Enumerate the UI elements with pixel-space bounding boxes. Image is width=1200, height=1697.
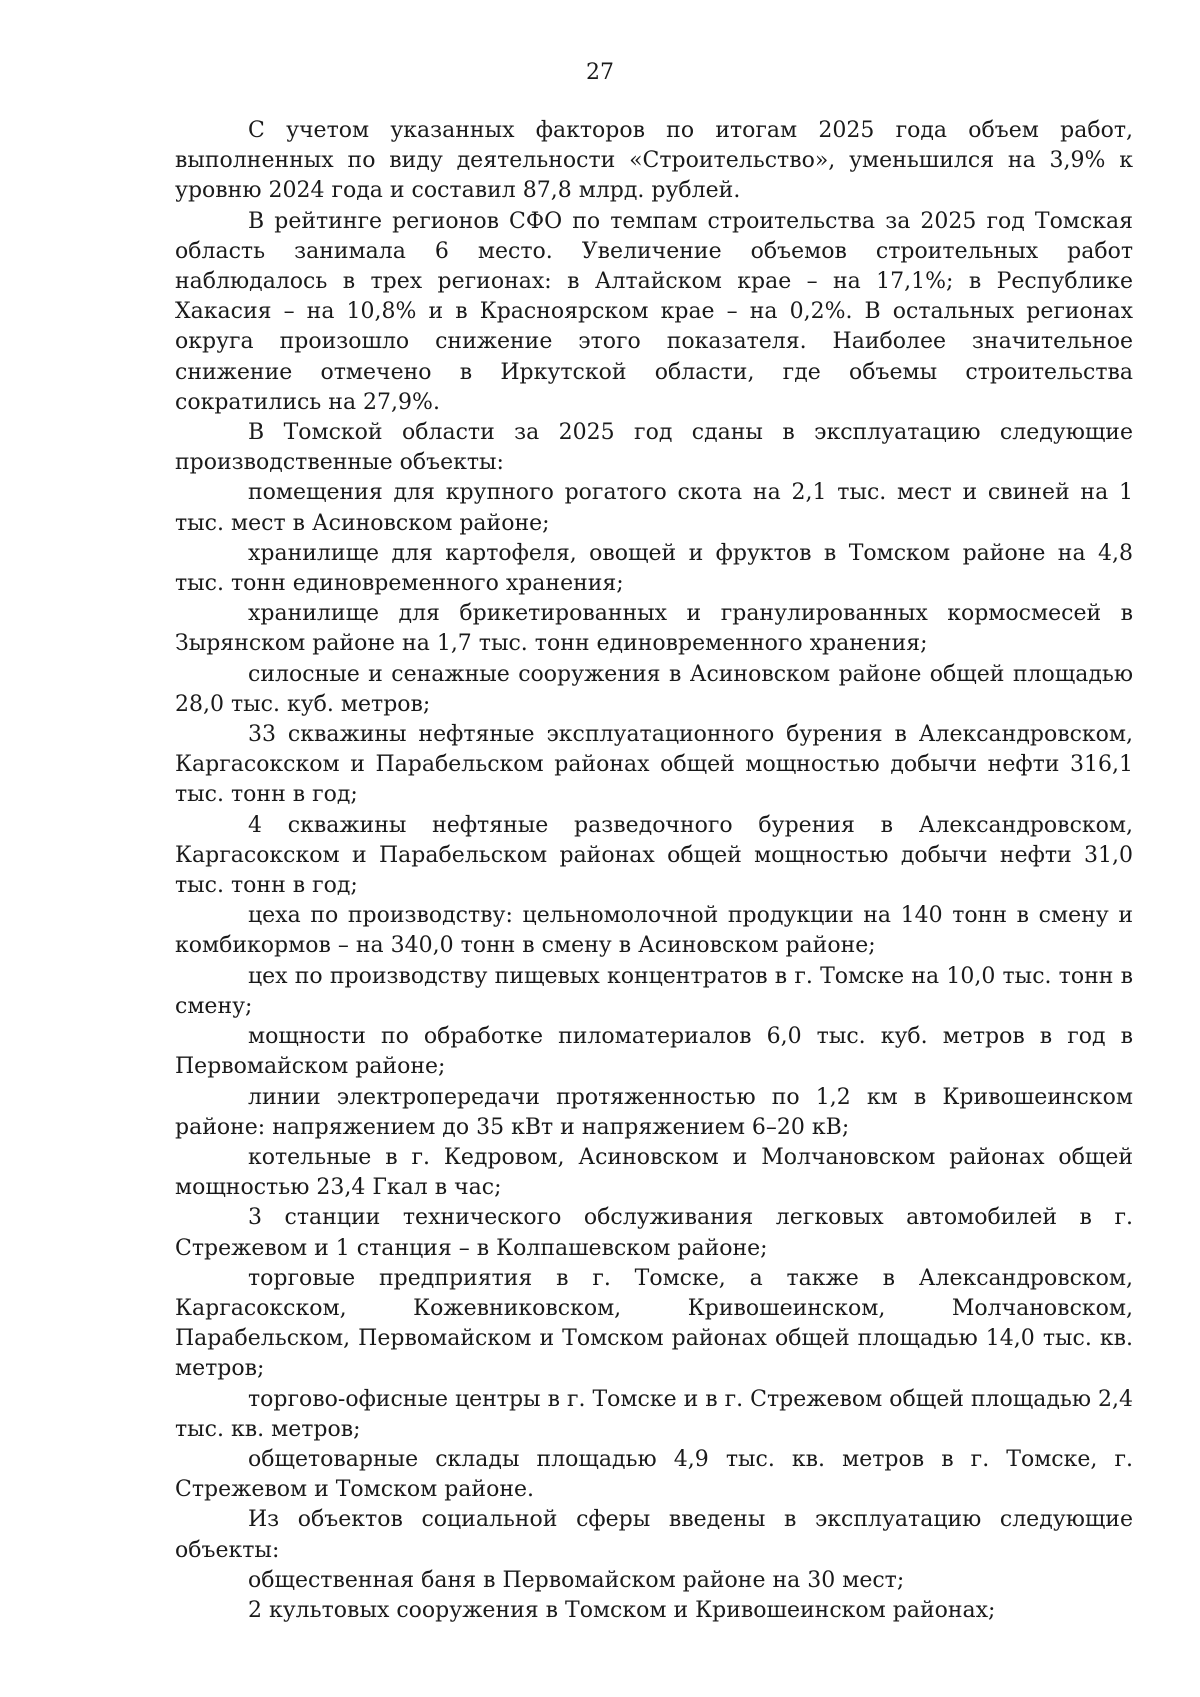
paragraph-social-objects-intro: Из объектов социальной сферы введены в эксплуатацию следующие объекты:	[175, 1507, 1133, 1563]
list-item: мощности по обработке пиломатериалов 6,0 тыс. куб. метров в год в Первомайском районе;	[175, 1024, 1133, 1080]
paragraph-sfo-rating: В рейтинге регионов СФО по темпам строительства за 2025 год Томская область занимала 6 место. Увеличение объемов строительных работ наблюдалось в трех регионах: в Алтайском крае – на 17,1%; в Республике Хакасия – на 10,8% и в Красноярском крае – на 0,2%. В остальных регионах округа произошло снижение этого показателя. Наиболее значительное снижение отмечено в Иркутской области, где объемы строительства сократились на 27,9%.	[175, 208, 1133, 415]
list-item: помещения для крупного рогатого скота на 2,1 тыс. мест и свиней на 1 тыс. мест в Асиновском районе;	[175, 480, 1133, 536]
list-item: торговые предприятия в г. Томске, а также в Александровском, Каргасокском, Кожевниковском, Кривошеинском, Молчановском, Парабельском, Первомайском и Томском районах общей площадью 14,0 тыс. кв. метров;	[175, 1265, 1133, 1382]
list-item: хранилище для брикетированных и гранулированных кормосмесей в Зырянском районе на 1,7 тыс. тонн единовременного хранения;	[175, 601, 1133, 657]
list-item: 2 культовых сооружения в Томском и Кривошеинском районах;	[248, 1597, 996, 1623]
list-item: 3 станции технического обслуживания легковых автомобилей в г. Стрежевом и 1 станция – в Колпашевском районе;	[175, 1205, 1133, 1261]
list-item: цех по производству пищевых концентратов в г. Томске на 10,0 тыс. тонн в смену;	[175, 963, 1133, 1019]
paragraph-construction-volume: С учетом указанных факторов по итогам 2025 года объем работ, выполненных по виду деятельности «Строительство», уменьшился на 3,9% к уровню 2024 года и составил 87,8 млрд. рублей.	[175, 118, 1133, 204]
list-item: силосные и сенажные сооружения в Асиновском районе общей площадью 28,0 тыс. куб. метров;	[175, 661, 1133, 717]
list-item: общетоварные склады площадью 4,9 тыс. кв. метров в г. Томске, г. Стрежевом и Томском районе.	[175, 1446, 1133, 1503]
paragraph-production-objects-intro: В Томской области за 2025 год сданы в эксплуатацию следующие производственные объекты:	[175, 420, 1133, 476]
page-number: 27	[586, 60, 614, 85]
list-item: котельные в г. Кедровом, Асиновском и Молчановском районах общей мощностью 23,4 Гкал в час;	[175, 1144, 1133, 1201]
list-item: 4 скважины нефтяные разведочного бурения в Александровском, Каргасокском и Парабельском районах общей мощностью добычи нефти 31,0 тыс. тонн в год;	[175, 812, 1133, 899]
list-item: хранилище для картофеля, овощей и фруктов в Томском районе на 4,8 тыс. тонн единовременного хранения;	[175, 540, 1133, 597]
list-item: 33 скважины нефтяные эксплуатационного бурения в Александровском, Каргасокском и Парабельском районах общей мощностью добычи нефти 316,1 тыс. тонн в год;	[175, 722, 1133, 808]
list-item: цеха по производству: цельномолочной продукции на 140 тонн в смену и комбикормов – на 340,0 тонн в смену в Асиновском районе;	[175, 903, 1133, 959]
list-item: линии электропередачи протяженностью по 1,2 км в Кривошеинском районе: напряжением до 35 кВт и напряжением 6–20 кВ;	[175, 1084, 1133, 1140]
list-item: торгово-офисные центры в г. Томске и в г. Стрежевом общей площадью 2,4 тыс. кв. метров;	[175, 1386, 1133, 1442]
body-text	[175, 116, 1133, 1626]
list-item: общественная баня в Первомайском районе на 30 мест;	[248, 1567, 905, 1593]
